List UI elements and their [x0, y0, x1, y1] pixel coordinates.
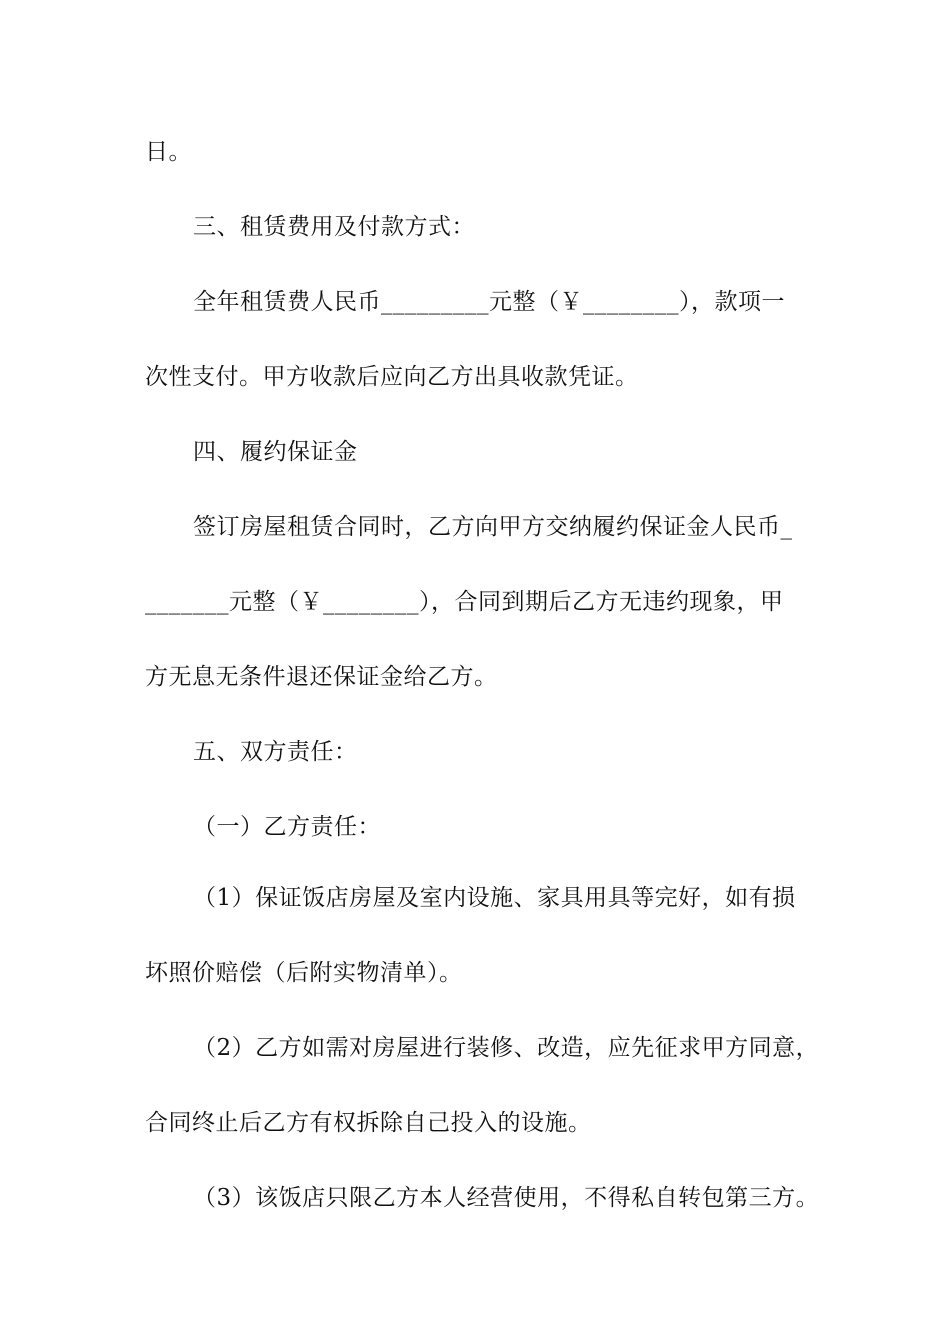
- text-line: （1）保证饭店房屋及室内设施、家具用具等完好，如有损: [193, 885, 796, 911]
- section-heading-deposit: 四、履约保证金: [193, 439, 358, 465]
- text-line: 次性支付。甲方收款后应向乙方出具收款凭证。: [145, 364, 639, 390]
- text-line: 合同终止后乙方有权拆除自己投入的设施。: [145, 1110, 592, 1136]
- text-line: _______元整（￥________），合同到期后乙方无违约现象，甲: [145, 589, 784, 615]
- text-line: 方无息无条件退还保证金给乙方。: [145, 664, 498, 690]
- text-line: 日。: [145, 139, 192, 165]
- text-line: 签订房屋租赁合同时，乙方向甲方交纳履约保证金人民币_: [193, 514, 793, 540]
- section-heading-rent: 三、租赁费用及付款方式：: [193, 214, 475, 240]
- text-line: 坏照价赔偿（后附实物清单）。: [145, 960, 463, 986]
- subsection-heading: （一）乙方责任：: [193, 814, 381, 840]
- section-heading-responsibilities: 五、双方责任：: [193, 739, 358, 765]
- text-line: （3）该饭店只限乙方本人经营使用，不得私自转包第三方。: [193, 1185, 820, 1211]
- text-line: 全年租赁费人民币_________元整（￥________），款项一: [193, 289, 785, 315]
- text-line: （2）乙方如需对房屋进行装修、改造，应先征求甲方同意，: [193, 1035, 820, 1061]
